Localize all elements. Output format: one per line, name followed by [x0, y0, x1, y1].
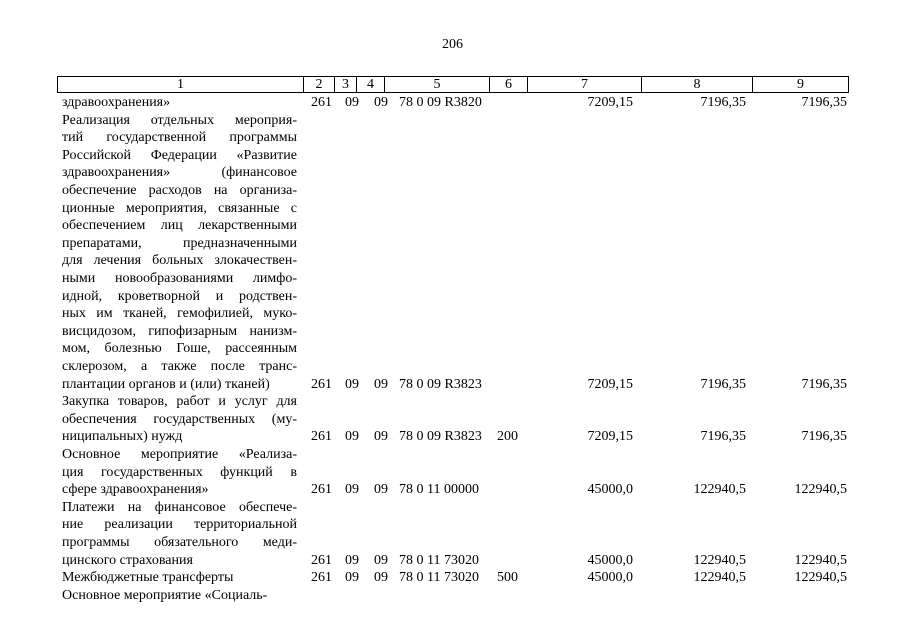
description-line: Платежи на финансовое обеспече-	[62, 499, 297, 515]
description-line: склерозом, а также после транс-	[62, 358, 297, 374]
cell-col-2: 261	[311, 552, 332, 568]
table-row	[0, 446, 905, 499]
description-line: здравоохранения»	[62, 95, 171, 110]
cell-col-4: 09	[374, 552, 388, 568]
row-description	[62, 569, 297, 587]
cell-col-4: 09	[374, 570, 388, 586]
description-line: плантации органов и (или) тканей)	[62, 376, 270, 392]
cell-col-3: 09	[345, 376, 359, 392]
page-number: 206	[442, 37, 463, 52]
row-description	[62, 94, 297, 112]
description-line: обеспечение расходов на организа-	[62, 182, 297, 198]
cell-col-9: 7196,35	[801, 95, 847, 110]
cell-col-8: 122940,5	[693, 570, 746, 586]
table-row	[0, 112, 905, 394]
cell-col-3: 09	[345, 429, 359, 445]
row-description	[62, 393, 297, 446]
cell-col-3: 09	[345, 552, 359, 568]
header-col-2: 2	[304, 77, 335, 92]
cell-col-4: 09	[374, 429, 388, 445]
cell-col-5: 78 0 11 00000	[399, 482, 479, 498]
description-line: здравоохранения» (финансовое	[62, 165, 297, 181]
description-line: ными новообразованиями лимфо-	[62, 270, 297, 286]
description-line: тий государственной программы	[62, 130, 297, 146]
description-line: висцидозом, гипофизарным нанизм-	[62, 323, 297, 339]
row-description	[62, 587, 297, 605]
description-line: мом, болезнью Гоше, рассеянным	[62, 341, 297, 357]
description-line: ние реализации территориальной	[62, 517, 297, 533]
cell-col-9: 122940,5	[794, 570, 847, 586]
table-row	[0, 499, 905, 569]
cell-col-7: 45000,0	[587, 552, 633, 568]
description-line: обеспечением лиц лекарственными	[62, 218, 297, 234]
description-line: ция государственных функций в	[62, 464, 297, 480]
description-line: ных им тканей, гемофилией, муко-	[62, 306, 297, 322]
description-line: препаратами, предназначенными	[62, 235, 297, 251]
cell-col-9: 7196,35	[801, 376, 847, 392]
header-col-1: 1	[58, 77, 304, 92]
table-row	[0, 569, 905, 587]
cell-col-5: 78 0 09 R3823	[399, 376, 482, 392]
table-row	[0, 94, 905, 112]
header-col-7: 7	[528, 77, 642, 92]
cell-col-5: 78 0 09 R3820	[399, 95, 482, 110]
description-line: Российской Федерации «Развитие	[62, 147, 297, 163]
cell-col-7: 45000,0	[587, 482, 633, 498]
description-line: ционные мероприятия, связанные с	[62, 200, 297, 216]
cell-col-7: 7209,15	[587, 376, 633, 392]
description-line: идной, кроветворной и родствен-	[62, 288, 297, 304]
cell-col-8: 7196,35	[700, 95, 746, 110]
cell-col-7: 7209,15	[587, 429, 633, 445]
row-description	[62, 112, 297, 394]
cell-col-3: 09	[345, 482, 359, 498]
cell-col-5: 78 0 09 R3823	[399, 429, 482, 445]
cell-col-9: 122940,5	[794, 482, 847, 498]
description-line: программы обязательного меди-	[62, 534, 297, 550]
description-line: сфере здравоохранения»	[62, 482, 209, 498]
description-line: обеспечения государственных (му-	[62, 411, 297, 427]
cell-col-4: 09	[374, 482, 388, 498]
cell-col-2: 261	[311, 95, 332, 110]
row-description	[62, 499, 297, 569]
cell-col-8: 7196,35	[700, 429, 746, 445]
description-line: Межбюджетные трансферты	[62, 570, 234, 586]
table-row	[0, 587, 905, 605]
cell-col-4: 09	[374, 95, 388, 110]
cell-col-6: 200	[497, 429, 518, 445]
cell-col-5: 78 0 11 73020	[399, 552, 479, 568]
cell-col-7: 45000,0	[587, 570, 633, 586]
description-line: Закупка товаров, работ и услуг для	[62, 394, 297, 410]
description-line: для лечения больных злокачествен-	[62, 253, 297, 269]
header-col-4: 4	[357, 77, 385, 92]
cell-col-3: 09	[345, 570, 359, 586]
cell-col-2: 261	[311, 482, 332, 498]
description-line: ниципальных) нужд	[62, 429, 183, 445]
cell-col-2: 261	[311, 570, 332, 586]
cell-col-8: 7196,35	[700, 376, 746, 392]
cell-col-6: 500	[497, 570, 518, 586]
table-header	[57, 76, 849, 93]
cell-col-9: 7196,35	[801, 429, 847, 445]
cell-col-2: 261	[311, 376, 332, 392]
cell-col-4: 09	[374, 376, 388, 392]
cell-col-8: 122940,5	[693, 482, 746, 498]
header-col-5: 5	[385, 77, 490, 92]
row-description	[62, 446, 297, 499]
header-col-6: 6	[490, 77, 528, 92]
cell-col-5: 78 0 11 73020	[399, 570, 479, 586]
cell-col-3: 09	[345, 95, 359, 110]
table-row	[0, 393, 905, 446]
header-col-9: 9	[797, 77, 804, 92]
cell-col-9: 122940,5	[794, 552, 847, 568]
header-col-3: 3	[335, 77, 357, 92]
description-line: Основное мероприятие «Реализа-	[62, 447, 297, 462]
description-line: цинского страхования	[62, 552, 193, 568]
cell-col-2: 261	[311, 429, 332, 445]
description-line: Основное мероприятие «Социаль-	[62, 587, 268, 603]
description-line: Реализация отдельных мероприя-	[62, 112, 297, 128]
cell-col-7: 7209,15	[587, 95, 633, 110]
cell-col-8: 122940,5	[693, 552, 746, 568]
header-col-8: 8	[642, 77, 753, 92]
